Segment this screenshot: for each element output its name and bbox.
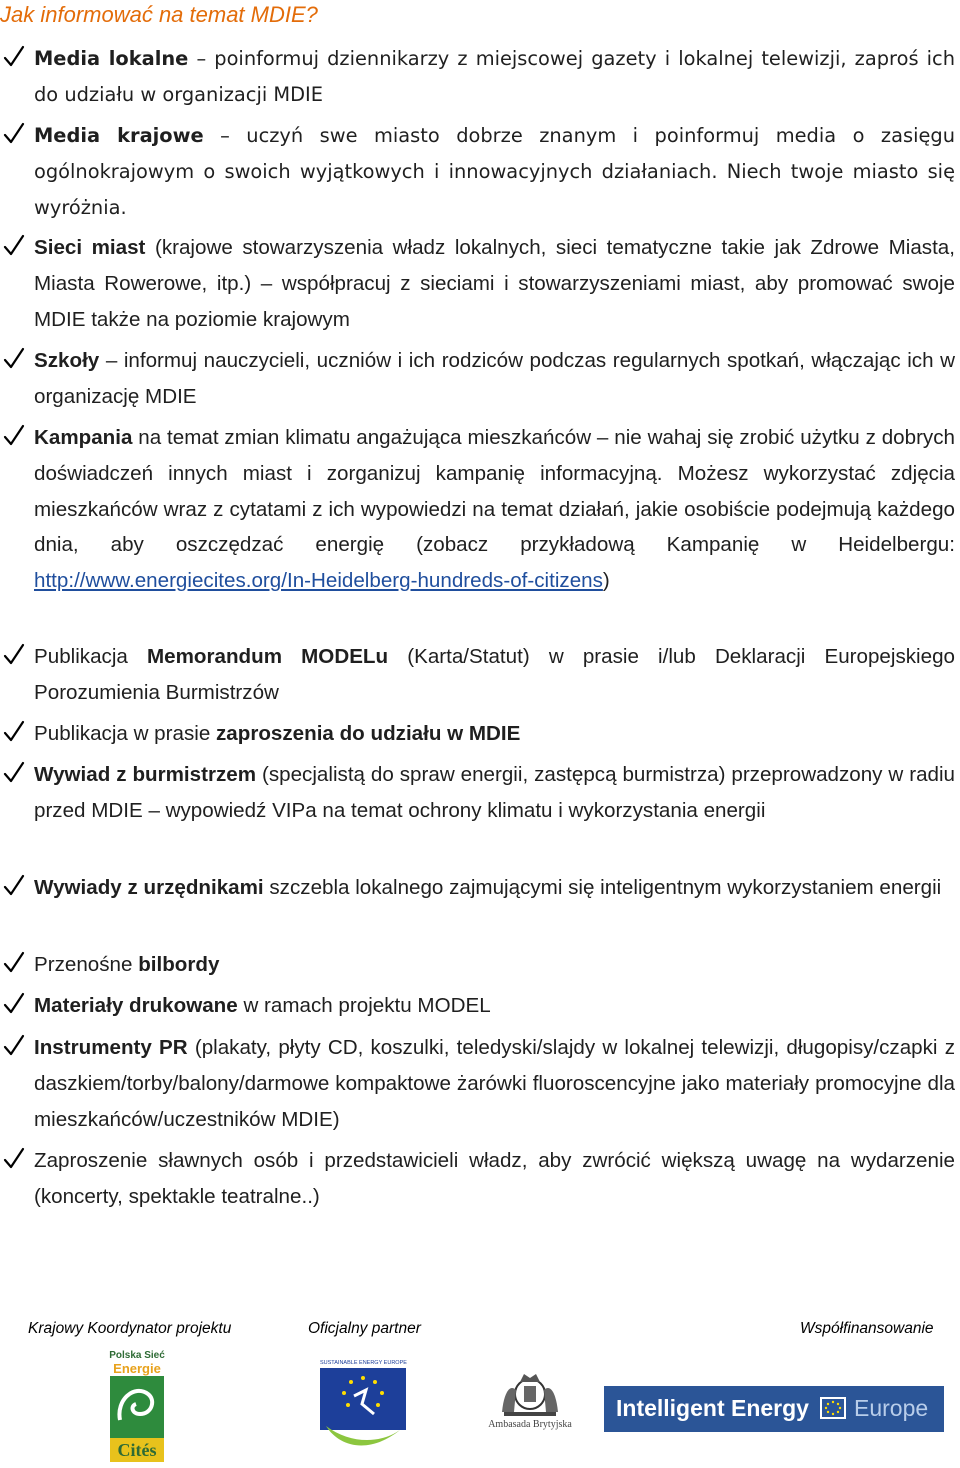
pns-logo-top-text: Polska Sieć bbox=[109, 1350, 165, 1361]
checkmark-icon bbox=[2, 1143, 26, 1173]
iee-logo-text: Intelligent Energy bbox=[616, 1395, 809, 1421]
list-item bbox=[0, 639, 955, 711]
sustainable-energy-europe-logo bbox=[320, 1360, 406, 1452]
cofinancing-label: Współfinansowanie bbox=[800, 1320, 934, 1337]
item-keyword: Szkoły bbox=[34, 349, 100, 372]
checkmark-icon bbox=[2, 870, 26, 900]
checkmark-icon bbox=[2, 639, 26, 669]
item-text: (plakaty, płyty CD, koszulki, teledyski/slajdy w lokalnej telewizji, długopisy/czapki z daszkiem/torby/balony/darmowe kompaktowe żarówki fluoroscencyjne jako materiały promocyjne dla mieszkańców/uczestników MDIE) bbox=[34, 1036, 955, 1131]
item-keyword: Instrumenty PR bbox=[34, 1036, 188, 1059]
checkmark-icon bbox=[2, 1030, 26, 1060]
item-text: (Karta/Statut) w prasie i/lub Deklaracji Europejskiego Porozumienia Burmistrzów bbox=[34, 645, 955, 704]
item-keyword: zaproszenia do udziału w MDIE bbox=[216, 722, 521, 745]
item-text: (specjalistą do spraw energii, zastępcą burmistrza) przeprowadzony w radiu przed MDIE – wypowiedź VIPa na temat ochrony klimatu i wykorzystania energii bbox=[34, 763, 955, 822]
item-keyword: Memorandum MODELu bbox=[147, 645, 389, 668]
item-keyword: Wywiady z urzędnikami bbox=[34, 876, 264, 899]
coordinator-label: Krajowy Koordynator projektu bbox=[28, 1320, 232, 1337]
list-item bbox=[0, 716, 955, 752]
list-item bbox=[0, 757, 955, 829]
checkmark-icon bbox=[2, 230, 26, 260]
page-title: Jak informować na temat MDIE? bbox=[0, 2, 318, 27]
item-text: Publikacja bbox=[34, 645, 147, 668]
heidelberg-campaign-link[interactable]: http://www.energiecites.org/In-Heidelberg-hundreds-of-citizens bbox=[34, 569, 603, 593]
checkmark-icon bbox=[2, 716, 26, 746]
item-keyword: Media krajowe bbox=[34, 124, 204, 147]
item-text: – informuj nauczycieli, uczniów i ich rodziców podczas regularnych spotkań, włączając ich w organizację MDIE bbox=[34, 349, 955, 408]
british-embassy-logo bbox=[480, 1368, 580, 1434]
list-item bbox=[0, 988, 955, 1024]
item-text: w ramach projektu MODEL bbox=[237, 994, 491, 1017]
list-item bbox=[0, 947, 955, 983]
item-text: ) bbox=[602, 569, 610, 593]
checkmark-icon bbox=[2, 118, 26, 148]
checkmark-icon bbox=[2, 947, 26, 977]
item-text: – poinformuj dziennikarzy z miejscowej gazety i lokalnej telewizji, zaproś ich do udziału w organizacji MDIE bbox=[34, 47, 955, 106]
item-text: na temat zmian klimatu angażująca mieszkańców – nie wahaj się zrobić użytku z dobrych doświadczeń innych miast i zorganizuj kampanię informacyjną. Możesz wykorzystać zdjęcia mieszkańców wraz z cytatami z ich wypowiedzi na temat działań, jakie osobiście podejmują każdego dnia, aby oszczędzać energię (zobacz przykładową Kampanię w Heidelbergu: bbox=[34, 426, 955, 557]
item-keyword: Kampania bbox=[34, 426, 133, 449]
item-text: Zaproszenie sławnych osób i przedstawicieli władz, aby zwrócić większą uwagę na wydarzenie (koncerty, spektakle teatralne..) bbox=[34, 1149, 955, 1208]
item-keyword: Wywiad z burmistrzem bbox=[34, 763, 257, 786]
checkmark-icon bbox=[2, 41, 26, 71]
see-logo-text: SUSTAINABLE ENERGY EUROPE bbox=[320, 1360, 407, 1366]
item-keyword: bilbordy bbox=[138, 953, 220, 976]
pns-logo-bottom-text: Cités bbox=[117, 1440, 157, 1460]
list-item bbox=[0, 41, 955, 113]
item-keyword: Sieci miast bbox=[34, 236, 146, 259]
item-text: (krajowe stowarzyszenia władz lokalnych, sieci tematyczne takie jak Zdrowe Miasta, Miasta Rowerowe, itp.) – współpracuj z sieciami i stowarzyszeniami miast, aby promować swoje MDIE także na poziomie krajowym bbox=[34, 236, 955, 331]
list-item bbox=[0, 1030, 955, 1137]
list-item bbox=[0, 870, 955, 906]
list-item bbox=[0, 230, 955, 337]
list-item bbox=[0, 343, 955, 415]
checkmark-icon bbox=[2, 757, 26, 787]
item-text: – uczyń swe miasto dobrze znanym i poinformuj media o zasięgu ogólnokrajowym o swoich wyjątkowych i innowacyjnych działaniach. Niech twoje miasto się wyróżnia. bbox=[34, 124, 955, 219]
iee-logo-subtext: Europe bbox=[854, 1395, 929, 1421]
item-keyword: Media lokalne bbox=[34, 47, 189, 70]
pns-logo-mid-text: Energie bbox=[113, 1361, 161, 1376]
item-text: Przenośne bbox=[34, 953, 139, 976]
polska-siec-energie-cites-logo bbox=[108, 1350, 166, 1464]
list-item bbox=[0, 420, 955, 599]
intelligent-energy-europe-logo bbox=[604, 1386, 944, 1432]
item-keyword: Materiały drukowane bbox=[34, 994, 238, 1017]
item-text: szczebla lokalnego zajmującymi się inteligentnym wykorzystaniem energii bbox=[263, 876, 942, 899]
eu-flag-icon bbox=[820, 1397, 846, 1419]
checkmark-icon bbox=[2, 420, 26, 450]
checkmark-icon bbox=[2, 988, 26, 1018]
list-item bbox=[0, 1143, 955, 1215]
item-text: Publikacja w prasie bbox=[34, 722, 216, 745]
list-item bbox=[0, 118, 955, 225]
partner-label: Oficjalny partner bbox=[308, 1320, 421, 1337]
checkmark-icon bbox=[2, 343, 26, 373]
embassy-logo-text: Ambasada Brytyjska bbox=[488, 1419, 572, 1430]
